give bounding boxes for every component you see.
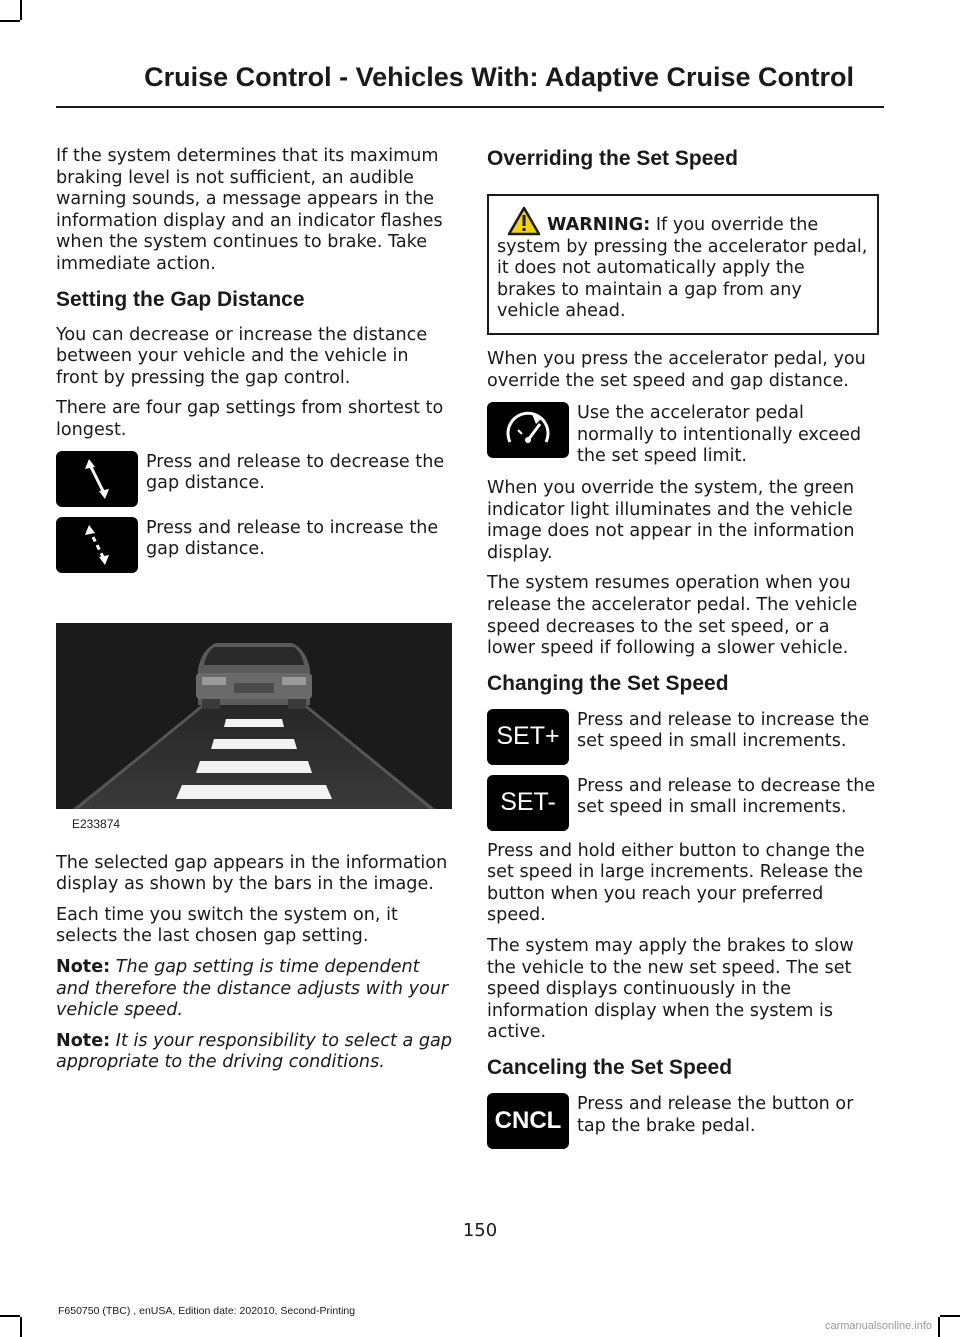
gap-paragraph-2: There are four gap settings from shortest to longest.	[56, 398, 444, 440]
crop-mark	[940, 1315, 960, 1317]
warning-label: WARNING:	[547, 215, 651, 235]
set-plus-label: SET+	[496, 722, 560, 751]
page-number: 150	[462, 1220, 498, 1241]
decrease-gap-icon	[56, 451, 138, 507]
cncl-button-icon	[487, 1093, 569, 1149]
set-minus-text: Press and release to decrease the set speed in small increments.	[577, 775, 876, 818]
set-minus-button-icon	[487, 775, 569, 831]
crop-mark	[0, 1315, 20, 1317]
page-title: Cruise Control - Vehicles With: Adaptive Cruise Control	[144, 62, 854, 92]
cancel-heading: Canceling the Set Speed	[487, 1056, 733, 1080]
watermark: carmanualsonline.info	[824, 1320, 932, 1332]
override-heading: Overriding the Set Speed	[487, 147, 738, 170]
note-label: Note:	[56, 1030, 111, 1051]
footer-edition: F650750 (TBC) , enUSA, Edition date: 202010, Second-Printing	[58, 1305, 356, 1317]
decrease-gap-text: Press and release to decrease the gap distance.	[146, 451, 445, 494]
cancel-row	[487, 1093, 879, 1149]
set-plus-button-icon	[487, 709, 569, 765]
set-plus-text: Press and release to increase the set speed in small increments.	[577, 709, 870, 752]
note-2	[56, 1031, 452, 1074]
header-divider	[56, 106, 884, 108]
cncl-text: Press and release the button or tap the brake pedal.	[577, 1094, 854, 1136]
note-label: Note:	[56, 956, 111, 977]
change-heading: Changing the Set Speed	[487, 671, 729, 695]
override-paragraph-2: When you override the system, the green indicator light illuminates and the vehicle image does not appear in the information display.	[487, 477, 855, 563]
accelerator-row	[487, 402, 879, 468]
change-paragraph-2: The system may apply the brakes to slow the vehicle to the new set speed. The set speed displays continuously in the information display when the system is active.	[487, 936, 854, 1043]
note-text: The gap setting is time dependent and therefore the distance adjusts with your vehicle speed.	[56, 956, 449, 1021]
crop-mark	[0, 20, 20, 22]
override-paragraph-1: When you press the accelerator pedal, you override the set speed and gap distance.	[487, 348, 866, 391]
set-minus-row	[487, 775, 879, 831]
figure-code: E233874	[72, 816, 121, 831]
cncl-label: CNCL	[494, 1107, 562, 1135]
set-plus-row	[487, 709, 879, 765]
change-paragraph-1: Press and hold either button to change the set speed in large increments. Release the button when you reach your preferred speed.	[487, 840, 865, 926]
crop-mark	[20, 1317, 22, 1337]
crop-mark	[938, 1317, 940, 1337]
increase-gap-text: Press and release to increase the gap distance.	[146, 517, 439, 560]
note-text: It is your responsibility to select a gap appropriate to the driving conditions.	[56, 1030, 452, 1073]
crop-mark	[20, 0, 22, 20]
gap-display-figure	[56, 623, 452, 809]
increase-gap-row	[56, 517, 452, 573]
car-gap-illustration	[56, 623, 452, 809]
accelerator-text: Use the accelerator pedal normally to intentionally exceed the set speed limit.	[577, 403, 862, 467]
after-figure-paragraph-2: Each time you switch the system on, it selects the last chosen gap setting.	[56, 904, 398, 947]
decrease-gap-row	[56, 451, 452, 507]
override-paragraph-3: The system resumes operation when you release the accelerator pedal. The vehicle speed decreases to the set speed, or a lower speed if following a slower vehicle.	[487, 573, 858, 659]
intro-paragraph: If the system determines that its maximum braking level is not sufficient, an audible warning sounds, a message appears in the information display and an indicator flashes when the system continues to brake. Take immediate action.	[56, 146, 443, 274]
after-figure-paragraph-1: The selected gap appears in the information display as shown by the bars in the image.	[56, 852, 448, 895]
gap-heading: Setting the Gap Distance	[56, 287, 305, 311]
increase-gap-icon	[56, 517, 138, 573]
left-column	[56, 146, 452, 1083]
warning-box	[487, 194, 879, 335]
warning-text: If you override the system by pressing the accelerator pedal, it does not automatically apply the brakes to maintain a gap from any vehicle ahead.	[497, 215, 868, 322]
set-minus-label: SET-	[500, 788, 556, 817]
right-column	[487, 146, 879, 1159]
speedometer-override-icon	[487, 402, 569, 458]
gap-paragraph-1: You can decrease or increase the distance between your vehicle and the vehicle in front by pressing the gap control.	[56, 324, 428, 388]
warning-icon	[507, 206, 541, 236]
note-1	[56, 957, 452, 1022]
